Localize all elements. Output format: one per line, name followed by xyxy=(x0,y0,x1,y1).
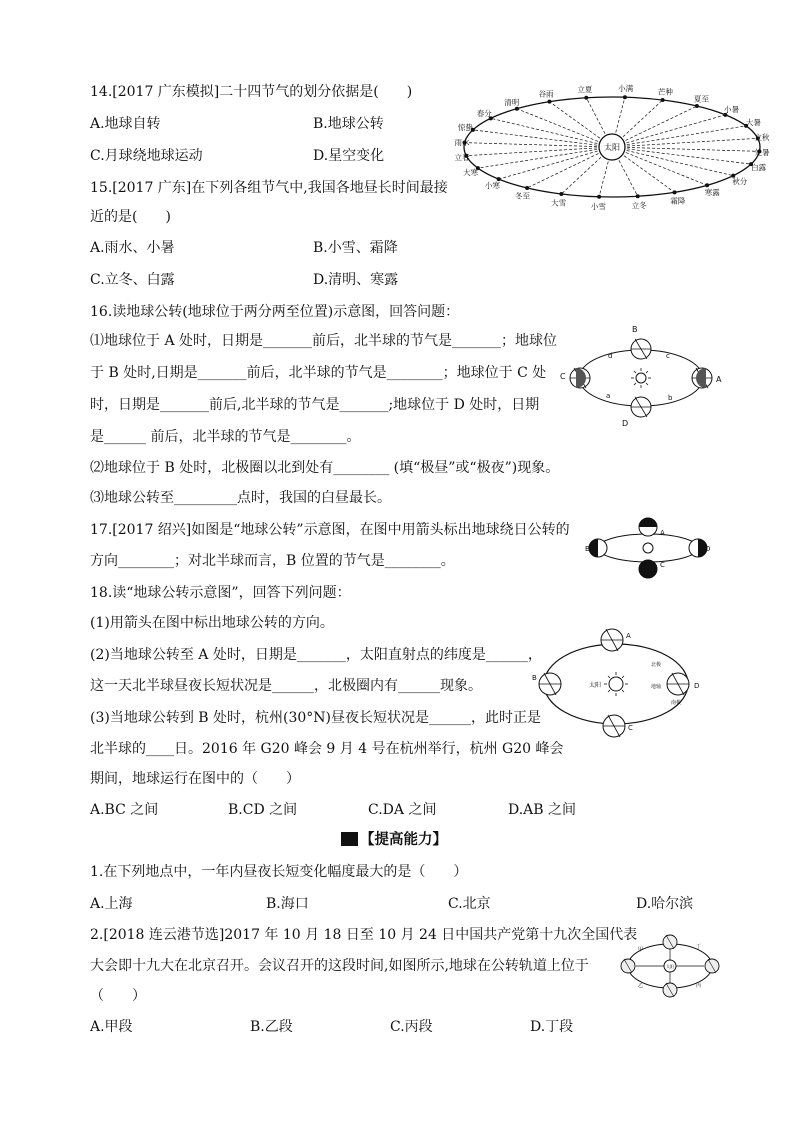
solar-term-label: 秋分 xyxy=(732,176,748,186)
solar-term-label: 雨水 xyxy=(454,137,470,147)
q18-part2-line2: 这一天北半球昼夜长短状况是______，北极圈内有______现象。 xyxy=(90,678,482,694)
segment-ding: 丁 xyxy=(696,944,702,950)
label-c: C xyxy=(660,561,665,569)
improve-q2-line1: 2.[2018 连云港节选]2017 年 10 月 18 日至 10 月 24 日中国共产党第十九次全国代表 xyxy=(90,927,638,943)
q14-option-a[interactable]: A.地球自转 xyxy=(90,116,161,132)
solar-term-spoke xyxy=(466,147,612,156)
solar-term-dot xyxy=(661,98,665,102)
q16-part1-line3: 时，日期是_______前后,北半球的节气是_______;地球位于 D 处时，日期 xyxy=(90,397,540,413)
north-pole-label: 北极 xyxy=(651,662,662,668)
q17-orbit-diagram xyxy=(584,515,712,581)
solar-term-spoke xyxy=(612,138,758,147)
solar-term-dot xyxy=(673,190,677,194)
solar-term-label: 立秋 xyxy=(754,132,770,142)
solar-term-label: 大雪 xyxy=(551,198,567,208)
label-c: C xyxy=(560,372,566,381)
sun-icon xyxy=(631,368,651,388)
solar-term-label: 大暑 xyxy=(745,118,761,128)
q18-part3-line1: (3)当地球公转到 B 处时，杭州(30°N)昼夜长短状况是______，此时正是 xyxy=(90,710,542,726)
improve-q2-line2: 大会即十九大在北京召开。会议召开的这段时间,如图所示,地球在公转轨道上位于 xyxy=(90,958,589,974)
solar-term-dot xyxy=(547,100,551,104)
q16-stem: 16.读地球公转(地球位于两分两至位置)示意图，回答问题： xyxy=(90,304,460,320)
improve-q1-stem: 1.在下列地点中，一年内昼夜长短变化幅度最大的是（ ） xyxy=(90,864,468,880)
q17-line2: 方向________；对北半球而言，B 位置的节气是________。 xyxy=(90,553,455,569)
solar-term-label: 清明 xyxy=(504,97,520,107)
q18-option-b[interactable]: B.CD 之间 xyxy=(228,802,298,818)
solar-term-dot xyxy=(597,195,601,199)
q16-part1-line1: ⑴地球位于 A 处时，日期是_______前后，北半球的节气是_______；地球位 xyxy=(90,333,558,349)
q14-option-d[interactable]: D.星空变化 xyxy=(313,148,385,164)
solar-term-label: 立冬 xyxy=(631,201,647,211)
section-title: 【提高能力】 xyxy=(341,830,447,850)
solar-term-dot xyxy=(515,107,519,111)
improve-q1-option-a[interactable]: A.上海 xyxy=(90,896,133,912)
label-a: A xyxy=(660,529,665,537)
solar-term-label: 夏至 xyxy=(693,94,709,104)
solar-term-dot xyxy=(623,95,627,99)
label-a: A xyxy=(716,375,722,384)
q18-orbit-diagram xyxy=(528,622,704,746)
solar-term-dot xyxy=(559,192,563,196)
solar-term-label: 小雪 xyxy=(590,201,606,211)
q18-part1: (1)用箭头在图中标出地球公转的方向。 xyxy=(90,615,334,631)
q14-stem: 14.[2017 广东模拟]二十四节气的划分依据是( ) xyxy=(90,84,413,100)
solar-term-label: 惊蛰 xyxy=(457,122,473,132)
q17-line1: 17.[2017 绍兴]如图是“地球公转”示意图，在图中用箭头标出地球绕日公转的 xyxy=(90,522,570,538)
q18-stem: 18.读“地球公转示意图”，回答下列问题： xyxy=(90,585,351,601)
sun-label: 太阳 xyxy=(589,682,602,689)
improve-q2-line3: （ ） xyxy=(90,988,146,1004)
label-b: B xyxy=(585,545,590,553)
label-a: A xyxy=(626,632,631,640)
solar-term-spoke xyxy=(612,126,746,147)
solar-term-label: 谷雨 xyxy=(538,89,554,99)
improve-q2-option-b[interactable]: B.乙段 xyxy=(250,1019,293,1035)
solar-term-label: 小暑 xyxy=(724,105,740,115)
segment-bing: 丙 xyxy=(696,983,702,989)
solar-term-label: 寒露 xyxy=(704,188,720,198)
sun-label: 太阳 xyxy=(666,964,674,969)
label-b: B xyxy=(632,325,638,334)
q16-orbit-figure xyxy=(556,322,726,434)
q14-option-c[interactable]: C.月球绕地球运动 xyxy=(90,148,203,164)
solar-terms-diagram xyxy=(452,72,772,222)
solar-term-label: 春分 xyxy=(476,109,492,119)
segment-yi: 乙 xyxy=(638,983,644,989)
q14-option-b[interactable]: B.地球公转 xyxy=(313,116,384,132)
segment-jia: 甲 xyxy=(638,947,644,953)
improve-q2-option-a[interactable]: A.甲段 xyxy=(90,1019,133,1035)
south-pole-label: 南极 xyxy=(671,700,682,706)
improve-q1-option-c[interactable]: C.北京 xyxy=(448,896,491,912)
axis-label: 地轴 xyxy=(651,684,662,690)
solar-term-label: 处暑 xyxy=(754,148,770,158)
sun-label: 太阳 xyxy=(604,143,620,152)
q15-stem-line1: 15.[2017 广东]在下列各组节气中,我国各地昼长时间最接 xyxy=(90,180,448,196)
improve-q1-option-b[interactable]: B.海口 xyxy=(266,896,309,912)
label-small-c: c xyxy=(666,352,670,360)
improve-q2-option-d[interactable]: D.丁段 xyxy=(530,1019,574,1035)
solar-term-label: 立春 xyxy=(454,153,470,163)
solar-term-dot xyxy=(636,194,640,198)
q18-part3-line3: 期间，地球运行在图中的（ ） xyxy=(90,771,300,787)
label-small-a: a xyxy=(606,392,611,400)
label-c: C xyxy=(628,724,633,732)
solar-term-spoke xyxy=(478,147,612,168)
q18-part2-line1: (2)当地球公转至 A 处时，日期是_______，太阳直射点的纬度是______， xyxy=(90,647,542,663)
improve-q2-orbit-diagram xyxy=(618,930,722,1002)
label-small-d: d xyxy=(608,352,613,360)
improve-q1-option-d[interactable]: D.哈尔滨 xyxy=(636,896,694,912)
section-badge-icon xyxy=(341,832,358,846)
label-b: B xyxy=(532,674,537,682)
q18-option-c[interactable]: C.DA 之间 xyxy=(368,802,437,818)
q18-option-d[interactable]: D.AB 之间 xyxy=(508,802,577,818)
solar-term-label: 小寒 xyxy=(484,180,500,190)
q15-option-b[interactable]: B.小雪、霜降 xyxy=(313,240,398,256)
solar-terms-figure xyxy=(452,72,772,222)
label-small-b: b xyxy=(668,394,673,402)
solar-term-label: 大寒 xyxy=(463,167,479,177)
improve-q2-option-c[interactable]: C.丙段 xyxy=(390,1019,433,1035)
q18-part3-line2: 北半球的____日。2016 年 G20 峰会 9 月 4 号在杭州举行，杭州 G20 峰会 xyxy=(90,741,564,757)
solar-term-spoke xyxy=(465,143,612,147)
q16-orbit-diagram xyxy=(556,322,726,434)
solar-term-spoke xyxy=(612,147,759,151)
earth-position-c xyxy=(639,560,657,578)
q16-part1-line2: 于 B 处时,日期是_______前后，北半球的节气是________；地球位于 C 处 xyxy=(90,365,547,381)
q15-option-d[interactable]: D.清明、寒露 xyxy=(313,272,399,288)
q16-part1-line4: 是______ 前后，北半球的节气是________。 xyxy=(90,429,361,445)
q17-orbit-figure xyxy=(584,515,712,581)
solar-term-dot xyxy=(695,104,699,108)
solar-term-dot xyxy=(525,186,529,190)
label-d: D xyxy=(705,545,711,553)
q18-option-a[interactable]: A.BC 之间 xyxy=(90,802,159,818)
solar-term-label: 冬至 xyxy=(515,191,531,201)
solar-term-label: 芒种 xyxy=(657,87,673,97)
q18-orbit-figure xyxy=(528,622,704,746)
label-d: D xyxy=(622,419,629,428)
solar-term-dot xyxy=(584,96,588,100)
solar-term-label: 小满 xyxy=(618,84,634,94)
label-d: D xyxy=(694,682,700,690)
solar-term-label: 白露 xyxy=(751,163,767,173)
q16-part3: ⑶地球公转至_________点时，我国的白昼最长。 xyxy=(90,490,391,506)
solar-term-label: 立夏 xyxy=(577,84,593,94)
solar-term-dot xyxy=(705,183,709,187)
sun-icon xyxy=(643,543,653,553)
sun-icon xyxy=(604,672,628,696)
solar-term-label: 霜降 xyxy=(670,196,686,206)
q15-option-a[interactable]: A.雨水、小暑 xyxy=(90,240,175,256)
q16-part2: ⑵地球位于 B 处时，北极圈以北到处有________ (填“极昼”或“极夜”)现象。 xyxy=(90,460,560,476)
improve-q2-orbit-figure xyxy=(618,930,722,1002)
q15-option-c[interactable]: C.立冬、白露 xyxy=(90,272,175,288)
q15-stem-line2: 近的是( ) xyxy=(90,209,171,225)
